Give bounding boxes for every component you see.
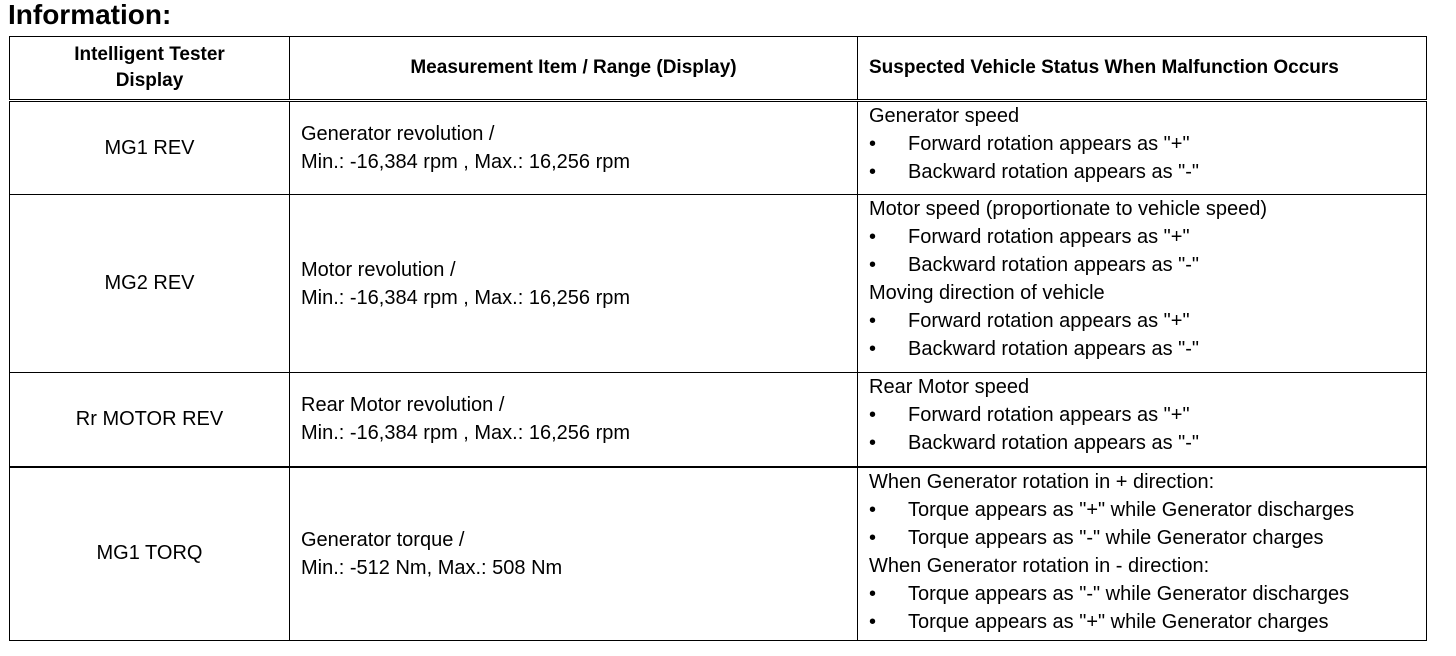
measurement-range: Min.: -16,384 rpm , Max.: 16,256 rpm bbox=[301, 286, 631, 309]
table-row bbox=[10, 467, 1427, 641]
measurement-range: Min.: -512 Nm, Max.: 508 Nm bbox=[301, 556, 563, 579]
measurement-item: Rear Motor revolution / bbox=[301, 394, 505, 417]
vehicle-status-cell bbox=[858, 373, 1427, 467]
status-bullet-item bbox=[869, 335, 1426, 363]
status-bullet-text: Backward rotation appears as "-" bbox=[908, 161, 1200, 183]
header-display bbox=[10, 37, 290, 101]
bullet-icon: • bbox=[869, 310, 877, 332]
bullet-icon: • bbox=[869, 133, 877, 155]
measurement-cell bbox=[290, 101, 858, 195]
vehicle-status-cell bbox=[858, 467, 1427, 641]
measurement-cell bbox=[290, 373, 858, 467]
bullet-icon: • bbox=[869, 254, 877, 276]
status-bullet-text: Backward rotation appears as "-" bbox=[908, 432, 1200, 454]
measurement-cell bbox=[290, 195, 858, 373]
measurement-range: Min.: -16,384 rpm , Max.: 16,256 rpm bbox=[301, 422, 631, 445]
table-row bbox=[10, 195, 1427, 373]
tester-display-cell: MG1 TORQ bbox=[10, 467, 290, 641]
tester-display-cell: MG1 REV bbox=[10, 101, 290, 195]
bullet-icon: • bbox=[869, 338, 877, 360]
page-heading: Information: bbox=[8, 0, 172, 30]
bullet-icon: • bbox=[869, 610, 877, 633]
bullet-icon: • bbox=[869, 226, 877, 248]
status-heading: When Generator rotation in + direction: bbox=[869, 470, 1215, 493]
status-bullet-text: Torque appears as "+" while Generator charges bbox=[908, 610, 1329, 633]
status-bullet-item bbox=[869, 401, 1426, 429]
bullet-icon: • bbox=[869, 526, 877, 549]
bullet-icon: • bbox=[869, 161, 877, 183]
bullet-icon: • bbox=[869, 432, 877, 454]
measurement-item: Generator torque / bbox=[301, 528, 465, 551]
vehicle-status-cell bbox=[858, 101, 1427, 195]
status-bullet-text: Backward rotation appears as "-" bbox=[908, 338, 1200, 360]
measurement-item: Motor revolution / bbox=[301, 258, 456, 281]
tester-display-cell: MG2 REV bbox=[10, 195, 290, 373]
status-heading: Motor speed (proportionate to vehicle speed) bbox=[869, 198, 1268, 220]
header-display-label: Intelligent Tester Display bbox=[74, 44, 225, 91]
bullet-icon: • bbox=[869, 582, 877, 605]
status-bullet-text: Forward rotation appears as "+" bbox=[908, 133, 1190, 155]
measurement-item: Generator revolution / bbox=[301, 123, 495, 145]
status-bullet-item bbox=[869, 307, 1426, 335]
table-body bbox=[10, 101, 1427, 641]
status-bullet-item bbox=[869, 496, 1426, 524]
status-bullet-item bbox=[869, 223, 1426, 251]
status-bullet-text: Backward rotation appears as "-" bbox=[908, 254, 1200, 276]
status-heading: When Generator rotation in - direction: bbox=[869, 554, 1210, 577]
status-heading: Generator speed bbox=[869, 105, 1020, 127]
status-bullet-item bbox=[869, 524, 1426, 552]
measurement-range: Min.: -16,384 rpm , Max.: 16,256 rpm bbox=[301, 151, 631, 173]
header-status: Suspected Vehicle Status When Malfunction Occurs bbox=[858, 37, 1427, 101]
table-header-row bbox=[10, 37, 1427, 101]
status-bullet-text: Torque appears as "+" while Generator discharges bbox=[908, 498, 1355, 521]
status-bullet-item bbox=[869, 608, 1426, 636]
table-row bbox=[10, 373, 1427, 467]
status-bullet-text: Torque appears as "-" while Generator discharges bbox=[908, 582, 1350, 605]
table-row bbox=[10, 101, 1427, 195]
status-bullet-item bbox=[869, 130, 1426, 158]
status-heading: Moving direction of vehicle bbox=[869, 282, 1105, 304]
status-bullet-item bbox=[869, 580, 1426, 608]
status-bullet-text: Torque appears as "-" while Generator charges bbox=[908, 526, 1324, 549]
measurement-cell bbox=[290, 467, 858, 641]
header-measurement: Measurement Item / Range (Display) bbox=[290, 37, 858, 101]
status-bullet-text: Forward rotation appears as "+" bbox=[908, 404, 1190, 426]
status-bullet-item bbox=[869, 158, 1426, 186]
bullet-icon: • bbox=[869, 404, 877, 426]
status-bullet-item bbox=[869, 429, 1426, 457]
status-bullet-text: Forward rotation appears as "+" bbox=[908, 226, 1190, 248]
status-bullet-text: Forward rotation appears as "+" bbox=[908, 310, 1190, 332]
tester-display-cell: Rr MOTOR REV bbox=[10, 373, 290, 467]
bullet-icon: • bbox=[869, 498, 877, 521]
information-table bbox=[9, 36, 1427, 641]
status-heading: Rear Motor speed bbox=[869, 376, 1030, 398]
vehicle-status-cell bbox=[858, 195, 1427, 373]
status-bullet-item bbox=[869, 251, 1426, 279]
